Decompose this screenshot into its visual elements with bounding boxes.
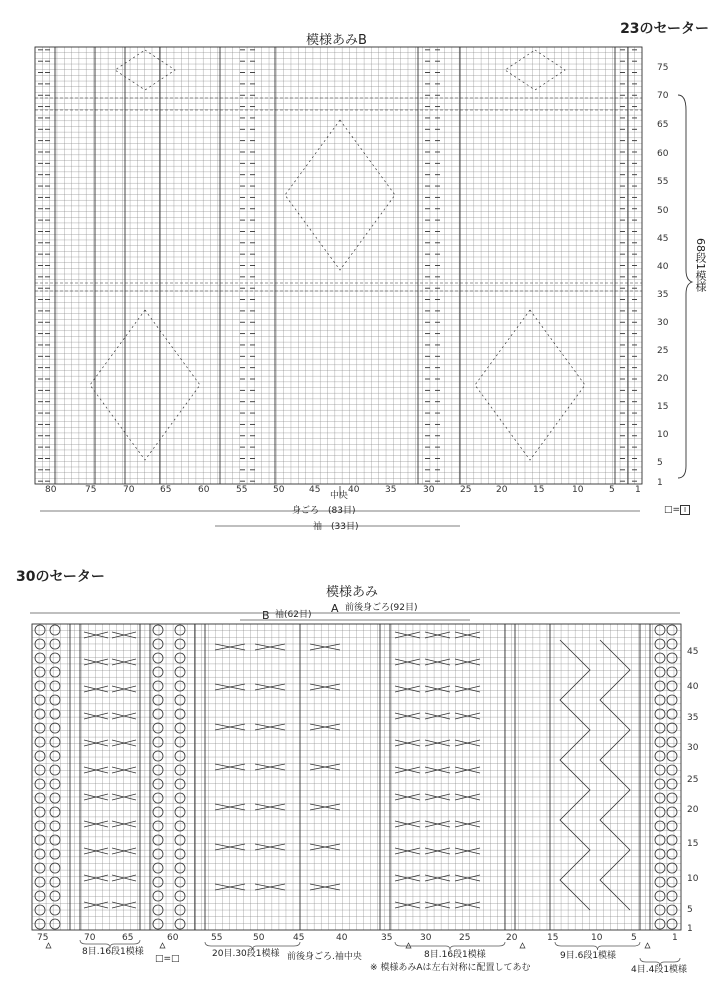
bottom-grid	[32, 624, 681, 930]
bottom-repeat-9-6: 9目.6段1模様	[560, 951, 617, 961]
bottom-repeat-8-16b: 8目.16段1模様	[424, 950, 486, 960]
bottom-col-number: 25	[459, 933, 471, 943]
bottom-col-number: 75	[37, 933, 49, 943]
top-row-number: 25	[657, 346, 669, 356]
top-col-number: 75	[85, 485, 97, 495]
top-col-number: 35	[385, 485, 397, 495]
top-body-label: 身ごろ (83目)	[292, 506, 356, 516]
bottom-col-number: 35	[381, 933, 393, 943]
bottom-b-label: 袖(62目)	[275, 610, 312, 620]
bottom-col-number: 40	[336, 933, 348, 943]
bottom-b-letter: B	[262, 609, 270, 622]
bottom-row-number: 15	[687, 839, 699, 849]
top-row-number: 35	[657, 290, 669, 300]
top-legend-eq: □=	[664, 505, 681, 515]
bottom-col-number: 10	[591, 933, 603, 943]
top-chart-title: 模様あみB	[306, 33, 367, 48]
bottom-lace-zigzag	[600, 640, 630, 910]
bottom-row-number: 45	[687, 647, 699, 657]
top-col-number: 70	[123, 485, 135, 495]
bottom-col-number: 20	[506, 933, 518, 943]
bottom-col-number: 65	[122, 933, 134, 943]
top-sleeve-label: 袖 (33目)	[313, 522, 359, 532]
bottom-row-number: 35	[687, 713, 699, 723]
top-center-label: 中央	[330, 491, 349, 501]
bottom-a-letter: A	[331, 602, 339, 615]
bottom-col-number: 5	[631, 933, 637, 943]
bottom-chart-title: 模様あみ	[326, 585, 379, 600]
top-col-number: 60	[198, 485, 210, 495]
top-row-number: 55	[657, 177, 669, 187]
bottom-triangle-marker	[160, 943, 165, 948]
top-col-number: 15	[533, 485, 545, 495]
top-col-number: 65	[160, 485, 172, 495]
top-col-number: 20	[496, 485, 508, 495]
top-col-number: 45	[309, 485, 321, 495]
bottom-note: ※ 模様あみAは左右対称に配置してあむ	[370, 963, 531, 973]
bottom-col-number: 50	[253, 933, 265, 943]
top-row-number: 75	[657, 63, 669, 73]
bottom-row-number: 25	[687, 775, 699, 785]
bottom-triangle-marker	[406, 943, 411, 948]
bottom-a-label: 前後身ごろ(92目)	[345, 603, 418, 613]
bottom-row-number: 10	[687, 874, 699, 884]
top-col-number: 25	[460, 485, 472, 495]
bottom-triangle-marker	[520, 943, 525, 948]
top-row-number: 1	[657, 478, 663, 488]
top-col-number: 5	[609, 485, 615, 495]
top-row-number: 15	[657, 402, 669, 412]
top-row-number: 30	[657, 318, 669, 328]
bottom-heading: 30のセーター	[16, 569, 105, 585]
bottom-row-number: 1	[687, 924, 693, 934]
bottom-row-number: 20	[687, 805, 699, 815]
top-col-number: 30	[423, 485, 435, 495]
top-col-number: 50	[273, 485, 285, 495]
top-row-number: 45	[657, 234, 669, 244]
top-row-number: 70	[657, 91, 669, 101]
top-legend-box: I	[680, 505, 690, 515]
top-row-number: 60	[657, 149, 669, 159]
top-row-number: 65	[657, 120, 669, 130]
bottom-row-number: 5	[687, 905, 693, 915]
top-col-number: 40	[348, 485, 360, 495]
bottom-col-number: 70	[84, 933, 96, 943]
top-col-number: 1	[635, 485, 641, 495]
bottom-col-number: 30	[420, 933, 432, 943]
bottom-col-number: 55	[211, 933, 223, 943]
top-heading: 23のセーター	[620, 21, 709, 37]
bottom-col-number: 45	[293, 933, 305, 943]
top-row-number: 50	[657, 206, 669, 216]
bottom-repeat-20-30: 20目.30段1模様	[212, 949, 280, 959]
top-col-number: 10	[572, 485, 584, 495]
top-row-number: 10	[657, 430, 669, 440]
bottom-legend: □=□	[155, 954, 180, 964]
bottom-row-number: 40	[687, 682, 699, 692]
bottom-center-label: 前後身ごろ.袖中央	[287, 952, 362, 962]
bottom-col-number: 15	[547, 933, 559, 943]
top-col-number: 55	[236, 485, 248, 495]
bottom-row-number: 30	[687, 743, 699, 753]
top-row-number: 20	[657, 374, 669, 384]
bottom-triangle-marker	[645, 943, 650, 948]
bottom-repeat-8-16: 8目.16段1模様	[82, 947, 144, 957]
bottom-repeat-4-4: 4目.4段1模様	[631, 965, 688, 975]
bottom-triangle-marker	[46, 943, 51, 948]
top-row-number: 5	[657, 458, 663, 468]
bottom-col-number: 60	[167, 933, 179, 943]
bottom-lace-zigzag	[560, 640, 590, 910]
top-col-number: 80	[45, 485, 57, 495]
top-repeat-label: 68段1模様	[694, 238, 707, 292]
bottom-col-number: 1	[672, 933, 678, 943]
top-row-number: 40	[657, 262, 669, 272]
